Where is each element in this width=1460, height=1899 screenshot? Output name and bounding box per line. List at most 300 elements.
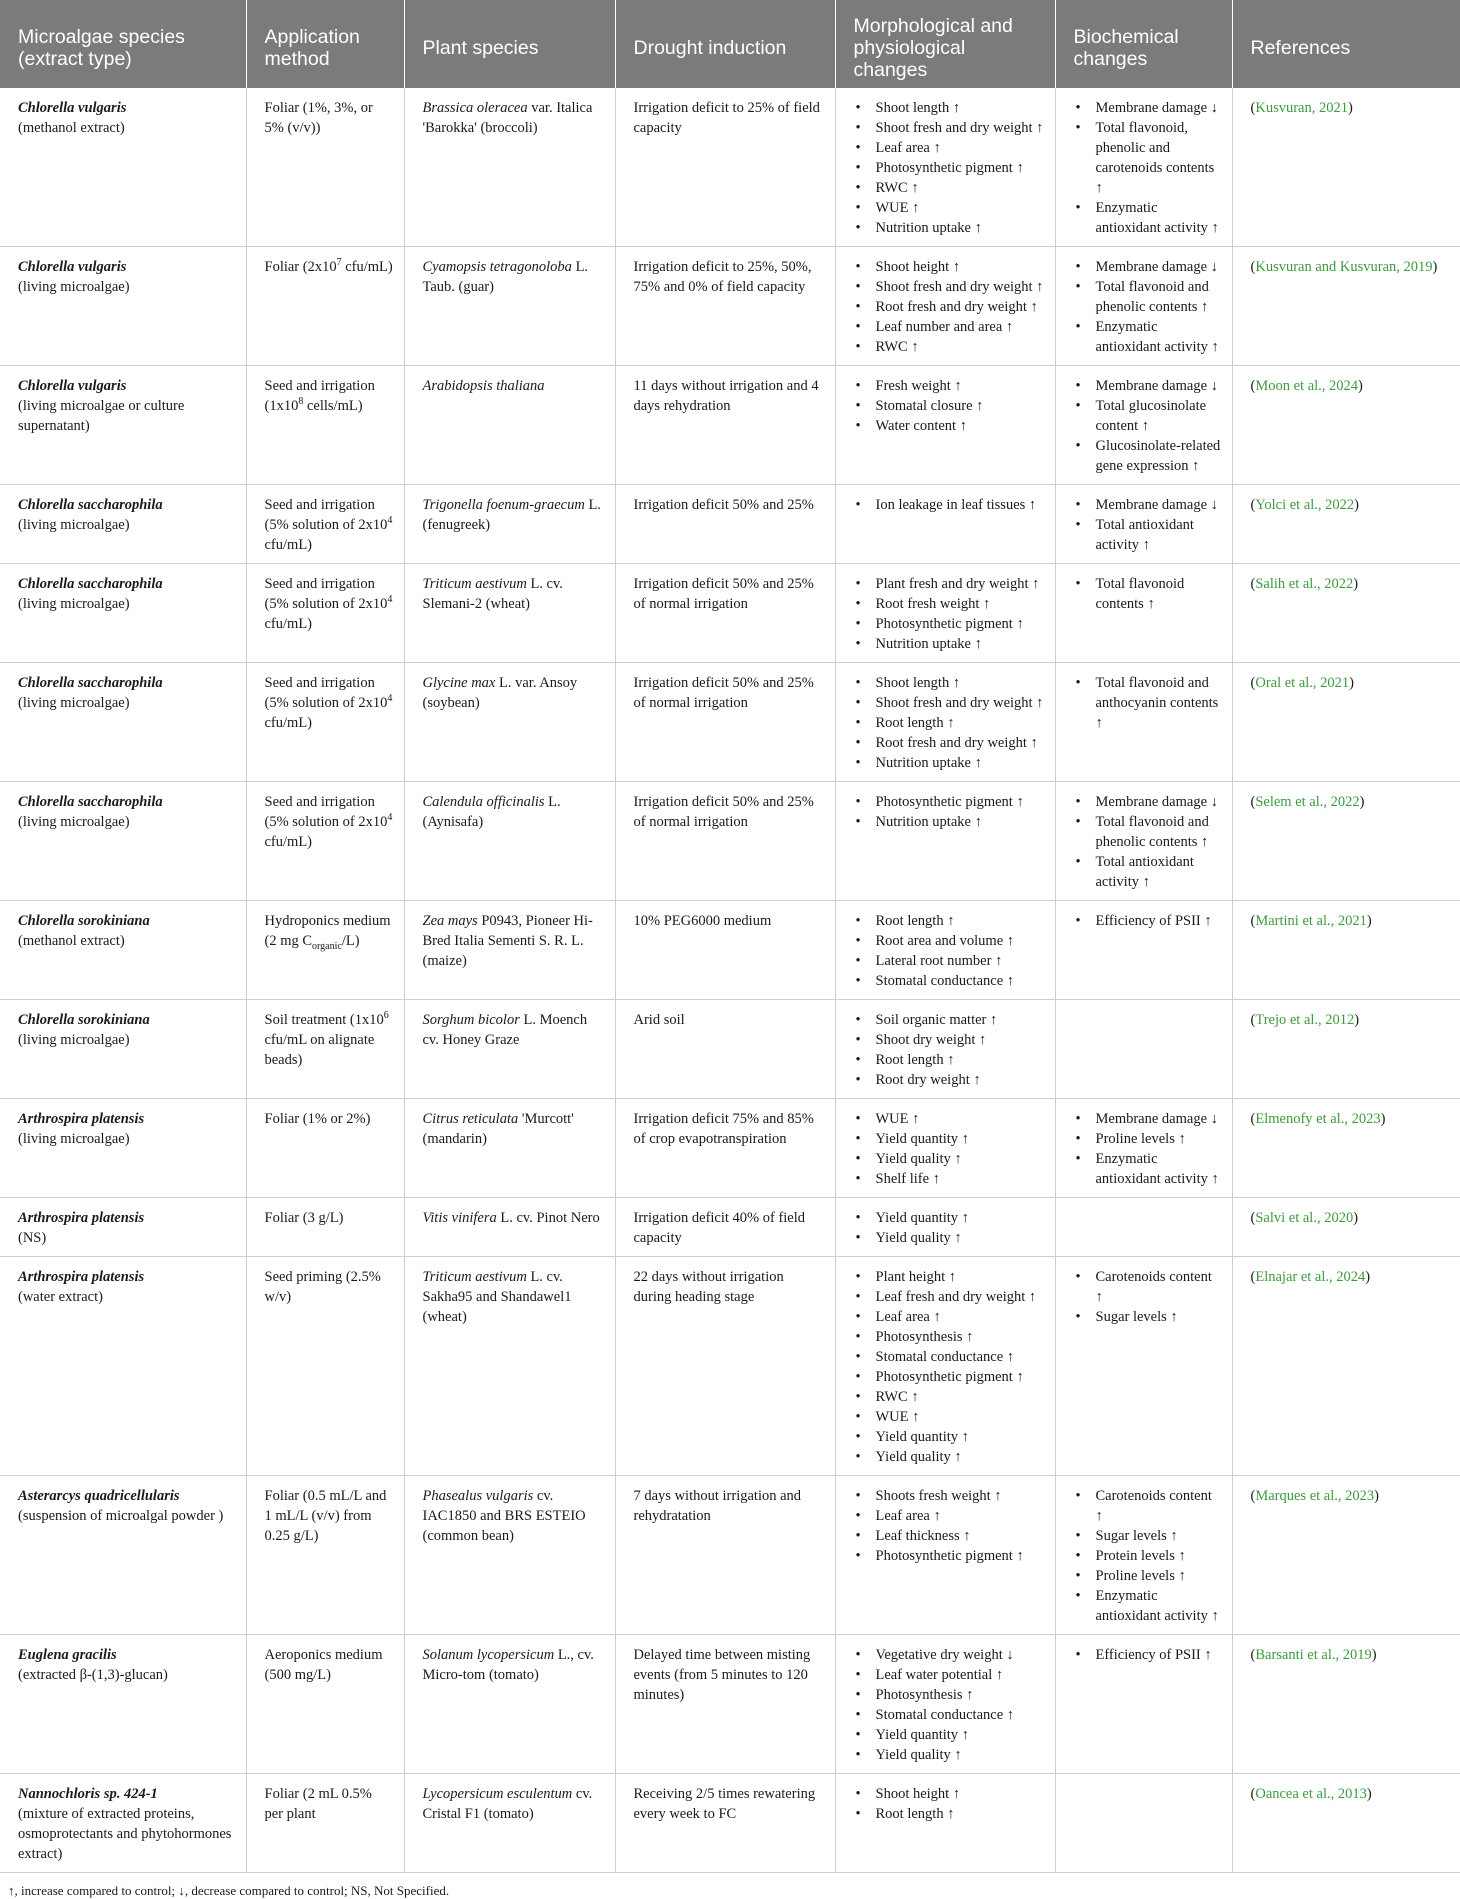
list-item: • Photosynthesis ↑ xyxy=(854,1685,1045,1705)
list-item: • Carotenoids content ↑ xyxy=(1074,1486,1222,1526)
biochem-list xyxy=(1074,1109,1222,1189)
cell-morph xyxy=(835,1099,1055,1198)
plant-binomial: Arabidopsis thaliana xyxy=(422,378,545,394)
biochem-list xyxy=(1074,911,1222,931)
method-text: Foliar (2x10 xyxy=(264,259,337,275)
cell-plant xyxy=(404,1774,615,1873)
list-item: • Plant fresh and dry weight ↑ xyxy=(854,574,1045,594)
extract-type: (water extract) xyxy=(18,1289,103,1305)
list-item: • Membrane damage ↓ xyxy=(1074,376,1222,396)
cell-drought: 22 days without irrigation during heading stage xyxy=(615,1257,835,1476)
list-item: • Ion leakage in leaf tissues ↑ xyxy=(854,495,1045,515)
morph-list xyxy=(854,1784,1045,1824)
extract-type: (NS) xyxy=(18,1230,47,1246)
list-item: • Yield quality ↑ xyxy=(854,1228,1045,1248)
list-item: • Enzymatic antioxidant activity ↑ xyxy=(1074,1149,1222,1189)
list-item: • Leaf fresh and dry weight ↑ xyxy=(854,1287,1045,1307)
method-text: Seed and irrigation (5% solution of 2x10 xyxy=(264,794,388,830)
cell-drought: 7 days without irrigation and rehydratation xyxy=(615,1476,835,1635)
extract-type: (living microalgae) xyxy=(18,596,130,612)
cell-species xyxy=(0,1099,246,1198)
list-item: • Root length ↑ xyxy=(854,713,1045,733)
reference-link[interactable]: Elmenofy et al., 2023 xyxy=(1255,1111,1381,1127)
list-item: • Enzymatic antioxidant activity ↑ xyxy=(1074,1586,1222,1626)
method-superscript: 4 xyxy=(387,812,393,824)
biochem-list xyxy=(1074,673,1222,733)
list-item: • Total flavonoid contents ↑ xyxy=(1074,574,1222,614)
table-row xyxy=(0,901,1460,1000)
header-refs: References xyxy=(1232,0,1460,88)
biochem-list xyxy=(1074,1486,1222,1626)
cell-species xyxy=(0,1257,246,1476)
plant-binomial: Sorghum bicolor xyxy=(422,1012,520,1028)
list-item: • Shoot height ↑ xyxy=(854,1784,1045,1804)
biochem-list xyxy=(1074,495,1222,555)
list-item: • Photosynthetic pigment ↑ xyxy=(854,792,1045,812)
cell-method xyxy=(246,485,404,564)
reference-link[interactable]: Salvi et al., 2020 xyxy=(1255,1210,1354,1226)
list-item: • Yield quality ↑ xyxy=(854,1447,1045,1467)
reference-link[interactable]: Barsanti et al., 2019 xyxy=(1255,1647,1372,1663)
species-name: Asterarcys quadricellularis xyxy=(18,1488,180,1504)
cell-drought: Irrigation deficit to 25%, 50%, 75% and 0% of field capacity xyxy=(615,247,835,366)
cell-plant xyxy=(404,247,615,366)
cell-ref xyxy=(1232,1476,1460,1635)
method-superscript: 7 xyxy=(336,257,342,269)
cell-plant xyxy=(404,1000,615,1099)
cell-plant xyxy=(404,901,615,1000)
cell-morph xyxy=(835,88,1055,247)
extract-type: (living microalgae) xyxy=(18,814,130,830)
cell-biochem xyxy=(1055,1635,1232,1774)
list-item: • Yield quantity ↑ xyxy=(854,1208,1045,1228)
cell-biochem xyxy=(1055,1476,1232,1635)
reference-citation: (Selem et al., 2022) xyxy=(1250,794,1365,810)
header-biochem: Biochemical changes xyxy=(1055,0,1232,88)
species-name: Chlorella saccharophila xyxy=(18,497,163,513)
cell-species xyxy=(0,247,246,366)
cell-method xyxy=(246,1198,404,1257)
method-text-end: cfu/mL) xyxy=(264,537,313,553)
species-name: Chlorella saccharophila xyxy=(18,576,163,592)
morph-list xyxy=(854,673,1045,773)
cell-morph xyxy=(835,1000,1055,1099)
cell-method xyxy=(246,1476,404,1635)
cell-method xyxy=(246,782,404,901)
extract-type: (suspension of microalgal powder ) xyxy=(18,1508,224,1524)
cell-ref xyxy=(1232,247,1460,366)
list-item: • Shoots fresh weight ↑ xyxy=(854,1486,1045,1506)
cell-biochem xyxy=(1055,1774,1232,1873)
cell-method xyxy=(246,1257,404,1476)
list-item: • Sugar levels ↑ xyxy=(1074,1526,1222,1546)
cell-species xyxy=(0,901,246,1000)
method-text-end: cfu/mL) xyxy=(264,715,313,731)
list-item: • Total glucosinolate content ↑ xyxy=(1074,396,1222,436)
method-text-end: cfu/mL) xyxy=(341,259,393,275)
list-item: • RWC ↑ xyxy=(854,178,1045,198)
cell-morph xyxy=(835,663,1055,782)
method-text-end: cfu/mL) xyxy=(264,834,313,850)
list-item: • Sugar levels ↑ xyxy=(1074,1307,1222,1327)
cell-species xyxy=(0,564,246,663)
cell-species xyxy=(0,1198,246,1257)
list-item: • Yield quality ↑ xyxy=(854,1149,1045,1169)
method-text: Foliar (0.5 mL/L and 1 mL/L (v/v) from 0.25 g/L) xyxy=(264,1488,387,1544)
list-item: • Photosynthetic pigment ↑ xyxy=(854,158,1045,178)
cell-species xyxy=(0,1476,246,1635)
header-method: Application method xyxy=(246,0,404,88)
plant-details: L. cv. Sakha95 and Shandawel1 (wheat) xyxy=(422,1269,572,1325)
table-row xyxy=(0,1000,1460,1099)
list-item: • RWC ↑ xyxy=(854,337,1045,357)
cell-morph xyxy=(835,1635,1055,1774)
list-item: • Total flavonoid and phenolic contents ↑ xyxy=(1074,812,1222,852)
cell-plant xyxy=(404,663,615,782)
cell-biochem xyxy=(1055,366,1232,485)
plant-details: cv. IAC1850 and BRS ESTEIO (common bean) xyxy=(422,1488,586,1544)
method-text: Aeroponics medium (500 mg/L) xyxy=(264,1647,383,1683)
cell-ref xyxy=(1232,1000,1460,1099)
header-species: Microalgae species (extract type) xyxy=(0,0,246,88)
list-item: • Vegetative dry weight ↓ xyxy=(854,1645,1045,1665)
list-item: • Stomatal closure ↑ xyxy=(854,396,1045,416)
cell-drought: Irrigation deficit 50% and 25% of normal irrigation xyxy=(615,564,835,663)
list-item: • Total antioxidant activity ↑ xyxy=(1074,852,1222,892)
table-row xyxy=(0,782,1460,901)
method-text-end: cfu/mL on alignate beads) xyxy=(264,1032,375,1068)
header-morph: Morphological and physiological changes xyxy=(835,0,1055,88)
reference-link[interactable]: Kusvuran, 2021 xyxy=(1255,100,1348,116)
method-text-end: cfu/mL) xyxy=(264,616,313,632)
extract-type: (living microalgae) xyxy=(18,1131,130,1147)
cell-biochem xyxy=(1055,663,1232,782)
extract-type: (living microalgae or culture supernatant) xyxy=(18,398,185,434)
cell-morph xyxy=(835,901,1055,1000)
list-item: • Leaf number and area ↑ xyxy=(854,317,1045,337)
list-item: • Root length ↑ xyxy=(854,1804,1045,1824)
morph-list xyxy=(854,257,1045,357)
cell-biochem xyxy=(1055,901,1232,1000)
cell-biochem xyxy=(1055,564,1232,663)
extract-type: (extracted β-(1,3)-glucan) xyxy=(18,1667,168,1683)
biochem-list xyxy=(1074,574,1222,614)
plant-details: L. cv. Slemani-2 (wheat) xyxy=(422,576,563,612)
cell-species xyxy=(0,1635,246,1774)
reference-link[interactable]: Martini et al., 2021 xyxy=(1255,913,1367,929)
method-superscript: 4 xyxy=(387,515,393,527)
cell-species xyxy=(0,366,246,485)
plant-binomial: Citrus reticulata xyxy=(422,1111,519,1127)
list-item: • Yield quantity ↑ xyxy=(854,1129,1045,1149)
list-item: • Shoot length ↑ xyxy=(854,98,1045,118)
cell-plant xyxy=(404,564,615,663)
reference-citation: (Yolci et al., 2022) xyxy=(1250,497,1360,513)
morph-list xyxy=(854,1486,1045,1566)
list-item: • Total flavonoid and anthocyanin contents ↑ xyxy=(1074,673,1222,733)
table-row xyxy=(0,247,1460,366)
method-text: Foliar (3 g/L) xyxy=(264,1210,344,1226)
cell-ref xyxy=(1232,1774,1460,1873)
species-name: Euglena gracilis xyxy=(18,1647,117,1663)
plant-details: 'Murcott' (mandarin) xyxy=(422,1111,574,1147)
species-name: Arthrospira platensis xyxy=(18,1210,145,1226)
list-item: • Yield quality ↑ xyxy=(854,1745,1045,1765)
table-row xyxy=(0,1635,1460,1774)
cell-ref xyxy=(1232,663,1460,782)
reference-link[interactable]: Oral et al., 2021 xyxy=(1255,675,1350,691)
reference-citation: (Salvi et al., 2020) xyxy=(1250,1210,1359,1226)
list-item: • Carotenoids content ↑ xyxy=(1074,1267,1222,1307)
list-item: • Yield quantity ↑ xyxy=(854,1427,1045,1447)
method-superscript: 4 xyxy=(387,594,393,606)
cell-morph xyxy=(835,1198,1055,1257)
list-item: • Membrane damage ↓ xyxy=(1074,1109,1222,1129)
list-item: • Shelf life ↑ xyxy=(854,1169,1045,1189)
cell-ref xyxy=(1232,366,1460,485)
list-item: • Efficiency of PSII ↑ xyxy=(1074,911,1222,931)
plant-binomial: Vitis vinifera xyxy=(422,1210,497,1226)
plant-binomial: Lycopersicum esculentum xyxy=(422,1786,573,1802)
reference-citation: (Kusvuran, 2021) xyxy=(1250,100,1353,116)
species-name: Chlorella sorokiniana xyxy=(18,913,150,929)
cell-plant xyxy=(404,1099,615,1198)
list-item: • Shoot fresh and dry weight ↑ xyxy=(854,693,1045,713)
cell-morph xyxy=(835,564,1055,663)
list-item: • Leaf area ↑ xyxy=(854,1506,1045,1526)
method-text: Seed and irrigation (5% solution of 2x10 xyxy=(264,576,388,612)
list-item: • Efficiency of PSII ↑ xyxy=(1074,1645,1222,1665)
biochem-list xyxy=(1074,1267,1222,1327)
cell-morph xyxy=(835,1774,1055,1873)
header-row xyxy=(0,0,1460,88)
plant-binomial: Brassica oleracea xyxy=(422,100,528,116)
species-name: Chlorella saccharophila xyxy=(18,794,163,810)
cell-biochem xyxy=(1055,1257,1232,1476)
list-item: • Membrane damage ↓ xyxy=(1074,792,1222,812)
reference-link[interactable]: Marques et al., 2023 xyxy=(1255,1488,1375,1504)
table-row xyxy=(0,1476,1460,1635)
cell-plant xyxy=(404,1257,615,1476)
morph-list xyxy=(854,792,1045,832)
reference-citation: (Oral et al., 2021) xyxy=(1250,675,1355,691)
cell-method xyxy=(246,1774,404,1873)
reference-citation: (Martini et al., 2021) xyxy=(1250,913,1372,929)
cell-ref xyxy=(1232,564,1460,663)
method-superscript: 6 xyxy=(383,1010,389,1022)
reference-link[interactable]: Moon et al., 2024 xyxy=(1255,378,1359,394)
table-row xyxy=(0,663,1460,782)
cell-morph xyxy=(835,1257,1055,1476)
cell-biochem xyxy=(1055,247,1232,366)
cell-drought: 10% PEG6000 medium xyxy=(615,901,835,1000)
list-item: • RWC ↑ xyxy=(854,1387,1045,1407)
biochem-list xyxy=(1074,1645,1222,1665)
reference-citation: (Elmenofy et al., 2023) xyxy=(1250,1111,1386,1127)
method-superscript: 8 xyxy=(298,396,304,408)
reference-citation: (Elnajar et al., 2024) xyxy=(1250,1269,1371,1285)
reference-citation: (Moon et al., 2024) xyxy=(1250,378,1363,394)
morph-list xyxy=(854,1010,1045,1090)
cell-drought: Delayed time between misting events (from 5 minutes to 120 minutes) xyxy=(615,1635,835,1774)
footnote: ↑, increase compared to control; ↓, decrease compared to control; NS, Not Specified. xyxy=(8,1883,450,1898)
species-name: Chlorella vulgaris xyxy=(18,259,127,275)
species-name: Chlorella saccharophila xyxy=(18,675,163,691)
list-item: • Root area and volume ↑ xyxy=(854,931,1045,951)
list-item: • Shoot height ↑ xyxy=(854,257,1045,277)
cell-species xyxy=(0,663,246,782)
cell-drought: Arid soil xyxy=(615,1000,835,1099)
biochem-list xyxy=(1074,257,1222,357)
cell-ref xyxy=(1232,1099,1460,1198)
list-item: • Root length ↑ xyxy=(854,1050,1045,1070)
species-name: Chlorella sorokiniana xyxy=(18,1012,150,1028)
cell-species xyxy=(0,1774,246,1873)
list-item: • Soil organic matter ↑ xyxy=(854,1010,1045,1030)
morph-list xyxy=(854,574,1045,654)
plant-details: P0943, Pioneer Hi-Bred Italia Sementi S. R. L. (maize) xyxy=(422,913,593,969)
list-item: • Shoot length ↑ xyxy=(854,673,1045,693)
reference-link[interactable]: Oancea et al., 2013 xyxy=(1255,1786,1367,1802)
reference-citation: (Kusvuran and Kusvuran, 2019) xyxy=(1250,259,1438,275)
cell-species xyxy=(0,485,246,564)
list-item: • Membrane damage ↓ xyxy=(1074,495,1222,515)
cell-species xyxy=(0,782,246,901)
cell-plant xyxy=(404,1476,615,1635)
extract-type: (living microalgae) xyxy=(18,1032,130,1048)
morph-list xyxy=(854,1645,1045,1765)
extract-type: (methanol extract) xyxy=(18,120,125,136)
cell-biochem xyxy=(1055,1198,1232,1257)
species-name: Arthrospira platensis xyxy=(18,1269,145,1285)
list-item: • Shoot fresh and dry weight ↑ xyxy=(854,277,1045,297)
cell-plant xyxy=(404,366,615,485)
list-item: • Water content ↑ xyxy=(854,416,1045,436)
method-text-end: cells/mL) xyxy=(303,398,363,414)
method-text: Soil treatment (1x10 xyxy=(264,1012,384,1028)
cell-drought: Irrigation deficit 50% and 25% of normal irrigation xyxy=(615,663,835,782)
plant-details: var. Italica 'Barokka' (broccoli) xyxy=(422,100,593,136)
plant-binomial: Zea mays xyxy=(422,913,478,929)
cell-drought: 11 days without irrigation and 4 days rehydration xyxy=(615,366,835,485)
plant-binomial: Calendula officinalis xyxy=(422,794,545,810)
plant-details: L. Moench cv. Honey Graze xyxy=(422,1012,588,1048)
morph-list xyxy=(854,1109,1045,1189)
table-row xyxy=(0,88,1460,247)
list-item: • Enzymatic antioxidant activity ↑ xyxy=(1074,317,1222,357)
method-text: Foliar (1% or 2%) xyxy=(264,1111,371,1127)
list-item: • Root fresh and dry weight ↑ xyxy=(854,297,1045,317)
plant-details: L., cv. Micro-tom (tomato) xyxy=(422,1647,594,1683)
cell-morph xyxy=(835,1476,1055,1635)
cell-morph xyxy=(835,485,1055,564)
morph-list xyxy=(854,376,1045,436)
plant-details: L. (fenugreek) xyxy=(422,497,601,533)
method-text: Foliar (1%, 3%, or 5% (v/v)) xyxy=(264,100,373,136)
extract-type: (methanol extract) xyxy=(18,933,125,949)
list-item: • Root fresh and dry weight ↑ xyxy=(854,733,1045,753)
method-text: Hydroponics medium (2 mg C xyxy=(264,913,391,949)
biochem-list xyxy=(1074,792,1222,892)
method-text: Foliar (2 mL 0.5% per plant xyxy=(264,1786,372,1822)
plant-binomial: Glycine max xyxy=(422,675,496,691)
reference-citation: (Trejo et al., 2012) xyxy=(1250,1012,1360,1028)
cell-drought: Irrigation deficit 40% of field capacity xyxy=(615,1198,835,1257)
cell-species xyxy=(0,1000,246,1099)
list-item: • Membrane damage ↓ xyxy=(1074,98,1222,118)
reference-link[interactable]: Selem et al., 2022 xyxy=(1255,794,1360,810)
cell-biochem xyxy=(1055,1099,1232,1198)
species-name: Arthrospira platensis xyxy=(18,1111,145,1127)
reference-link[interactable]: Yolci et al., 2022 xyxy=(1255,497,1355,513)
list-item: • Membrane damage ↓ xyxy=(1074,257,1222,277)
list-item: • WUE ↑ xyxy=(854,1407,1045,1427)
header-plant: Plant species xyxy=(404,0,615,88)
list-item: • Glucosinolate-related gene expression ↑ xyxy=(1074,436,1222,476)
list-item: • Nutrition uptake ↑ xyxy=(854,812,1045,832)
list-item: • Fresh weight ↑ xyxy=(854,376,1045,396)
reference-citation: (Salih et al., 2022) xyxy=(1250,576,1359,592)
cell-plant xyxy=(404,782,615,901)
list-item: • Enzymatic antioxidant activity ↑ xyxy=(1074,198,1222,238)
plant-details: L. Taub. (guar) xyxy=(422,259,589,295)
table-row xyxy=(0,564,1460,663)
cell-biochem xyxy=(1055,88,1232,247)
reference-link[interactable]: Trejo et al., 2012 xyxy=(1255,1012,1355,1028)
plant-binomial: Solanum lycopersicum xyxy=(422,1647,555,1663)
list-item: • Photosynthetic pigment ↑ xyxy=(854,614,1045,634)
reference-link[interactable]: Elnajar et al., 2024 xyxy=(1255,1269,1366,1285)
list-item: • Proline levels ↑ xyxy=(1074,1129,1222,1149)
cell-ref xyxy=(1232,782,1460,901)
cell-drought: Irrigation deficit 50% and 25% xyxy=(615,485,835,564)
list-item: • Leaf thickness ↑ xyxy=(854,1526,1045,1546)
table-row xyxy=(0,366,1460,485)
method-superscript: 4 xyxy=(387,693,393,705)
morph-list xyxy=(854,1208,1045,1248)
list-item: • Photosynthetic pigment ↑ xyxy=(854,1546,1045,1566)
cell-ref xyxy=(1232,485,1460,564)
reference-citation: (Marques et al., 2023) xyxy=(1250,1488,1379,1504)
reference-link[interactable]: Salih et al., 2022 xyxy=(1255,576,1354,592)
list-item: • Leaf water potential ↑ xyxy=(854,1665,1045,1685)
cell-drought: Receiving 2/5 times rewatering every week to FC xyxy=(615,1774,835,1873)
list-item: • Stomatal conductance ↑ xyxy=(854,1347,1045,1367)
extract-type: (living microalgae) xyxy=(18,279,130,295)
plant-details: L. (Aynisafa) xyxy=(422,794,561,830)
species-name: Nannochloris sp. 424-1 xyxy=(18,1786,158,1802)
cell-method xyxy=(246,1000,404,1099)
reference-link[interactable]: Kusvuran and Kusvuran, 2019 xyxy=(1255,259,1433,275)
morph-list xyxy=(854,495,1045,515)
method-text: Seed priming (2.5% w/v) xyxy=(264,1269,381,1305)
species-name: Chlorella vulgaris xyxy=(18,378,127,394)
cell-ref xyxy=(1232,901,1460,1000)
table-row xyxy=(0,485,1460,564)
cell-method xyxy=(246,901,404,1000)
cell-species xyxy=(0,88,246,247)
list-item: • Total antioxidant activity ↑ xyxy=(1074,515,1222,555)
cell-morph xyxy=(835,366,1055,485)
list-item: • Shoot fresh and dry weight ↑ xyxy=(854,118,1045,138)
cell-morph xyxy=(835,782,1055,901)
method-text: Seed and irrigation (1x10 xyxy=(264,378,375,414)
species-name: Chlorella vulgaris xyxy=(18,100,127,116)
cell-ref xyxy=(1232,88,1460,247)
cell-biochem xyxy=(1055,485,1232,564)
list-item: • WUE ↑ xyxy=(854,1109,1045,1129)
morph-list xyxy=(854,911,1045,991)
